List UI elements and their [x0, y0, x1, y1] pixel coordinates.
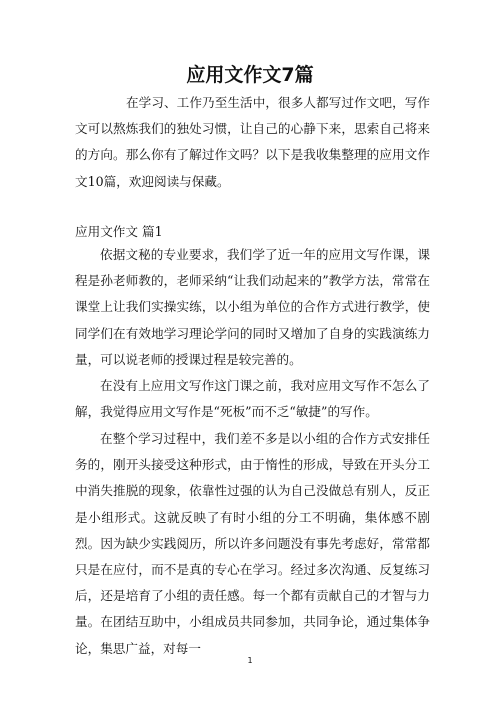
body-paragraph: 在整个学习过程中，我们差不多是以小组的合作方式安排任务的，刚开头接受这种形式，由于惰性的形成，导致在开头分工中消失推脱的现象，依靠性过强的认为自己没做总有别人，反正是小组形式。这就反映了有时小组的分工不明确，集体感不剧烈。因为缺少实践阅历，所以许多问题没有事先考虑好，常常都只是在应付，而不是真的专心在学习。经过多次沟通、反复练习后，还是培育了小组的责任感。每一个都有贡献自己的才智与力量。在团结互助中，小组成员共同参加，共同争论，通过集体争论，集思广益，对每一	[75, 431, 430, 656]
body-paragraph: 依据文秘的专业要求，我们学了近一年的应用文写作课，课程是孙老师教的，老师采纳“让我们动起来的”教学方法，常常在课堂上让我们实操实练，以小组为单位的合作方式进行教学，使同学们在有效地学习理论学问的同时又增加了自身的实践演练力量，可以说老师的授课过程是较完善的。	[75, 247, 430, 367]
section-heading: 应用文作文 篇1	[75, 224, 163, 239]
body-paragraph: 在没有上应用文写作这门课之前，我对应用文写作不怎么了解，我觉得应用文写作是“死板”而不乏“敏捷”的写作。	[75, 378, 430, 420]
intro-paragraph: 在学习、工作乃至生活中，很多人都写过作文吧，写作文可以熬炼我们的独处习惯，让自己的心静下来，思索自己将来的方向。那么你有了解过作文吗？以下是我收集整理的应用文作文10篇，欢迎阅读与保藏。	[75, 95, 430, 189]
document-title: 应用文作文7篇	[186, 64, 314, 86]
page-number: 1	[247, 656, 253, 665]
